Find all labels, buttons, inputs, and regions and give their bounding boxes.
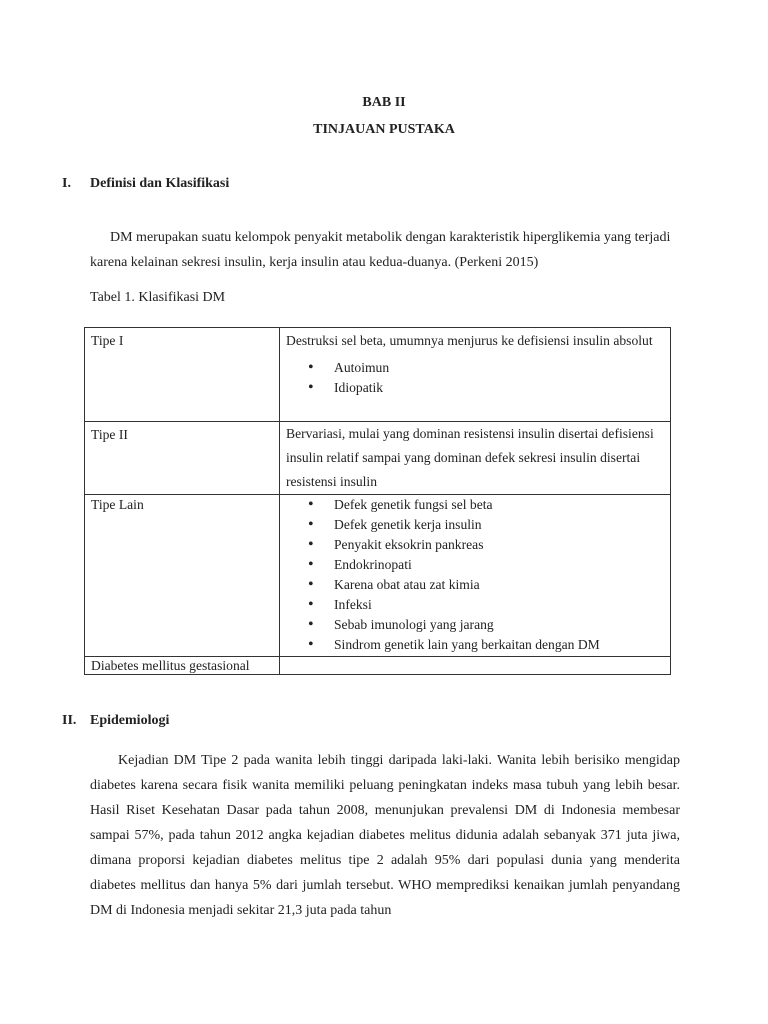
type-label: Tipe II: [91, 427, 128, 442]
section2-number: II.: [62, 713, 77, 728]
list-item: • Sebab imunologi yang jarang: [308, 615, 664, 635]
list-item: • Karena obat atau zat kimia: [308, 575, 664, 595]
description-text: Destruksi sel beta, umumnya menjurus ke defisiensi insulin absolut: [286, 333, 653, 348]
type-label: Tipe Lain: [91, 497, 144, 512]
list-item: • Idiopatik: [308, 378, 664, 398]
section1-number: I.: [62, 176, 71, 191]
description-cell: [280, 328, 671, 422]
table-row: [85, 328, 671, 422]
type-cell: [85, 657, 280, 675]
list-item: • Sindrom genetik lain yang berkaitan dengan DM: [308, 635, 664, 655]
type-label: Tipe I: [91, 333, 124, 348]
type-cell: [85, 328, 280, 422]
list-item: • Defek genetik kerja insulin: [308, 515, 664, 535]
section1-title: Definisi dan Klasifikasi: [90, 176, 230, 191]
list-item: • Infeksi: [308, 595, 664, 615]
bullet-list: [286, 358, 664, 398]
section1-paragraph-text: DM merupakan suatu kelompok penyakit metabolik dengan karakteristik hiperglikemia yang terjadi karena kelainan sekresi insulin, kerja insulin atau kedua-duanya. (Perkeni 2015): [90, 230, 671, 270]
section1-paragraph: [90, 225, 680, 275]
table-row: [85, 495, 671, 657]
type-cell: [85, 422, 280, 495]
list-item: • Penyakit eksokrin pankreas: [308, 535, 664, 555]
type-cell: [85, 495, 280, 657]
description-text: Bervariasi, mulai yang dominan resistensi insulin disertai defisiensi insulin relatif sampai yang dominan defek sekresi insulin disertai resistensi insulin: [286, 426, 654, 489]
list-item: • Defek genetik fungsi sel beta: [308, 495, 664, 515]
section2-paragraph: [90, 748, 680, 923]
table-caption: Tabel 1. Klasifikasi DM: [90, 290, 226, 305]
description-cell: [280, 422, 671, 495]
chapter-title: TINJAUAN PUSTAKA: [313, 122, 455, 137]
description-cell: [280, 657, 671, 675]
list-item: • Endokrinopati: [308, 555, 664, 575]
description-cell: [280, 495, 671, 657]
list-item: • Autoimun: [308, 358, 664, 378]
chapter-label: BAB II: [362, 95, 406, 110]
classification-table: [84, 327, 671, 675]
table-row: [85, 657, 671, 675]
type-label: Diabetes mellitus gestasional: [91, 658, 250, 673]
section2-paragraph-text: Kejadian DM Tipe 2 pada wanita lebih tinggi daripada laki-laki. Wanita lebih berisiko mengidap diabetes karena secara fisik wanita memiliki peluang peningkatan indeks masa tubuh yang lebih besar. Hasil Riset Kesehatan Dasar pada tahun 2008, menunjukan prevalensi DM di Indonesia membesar sampai 57%, pada tahun 2012 angka kejadian diabetes melitus didunia adalah sebanyak 371 juta jiwa, dimana proporsi kejadian diabetes melitus tipe 2 adalah 95% dari populasi dunia yang menderita diabetes mellitus dan hanya 5% dari jumlah tersebut. WHO memprediksi kenaikan jumlah penyandang DM di Indonesia menjadi sekitar 21,3 juta pada tahun: [90, 753, 680, 918]
bullet-list: [286, 495, 664, 655]
section2-title: Epidemiologi: [90, 713, 170, 728]
table-row: [85, 422, 671, 495]
